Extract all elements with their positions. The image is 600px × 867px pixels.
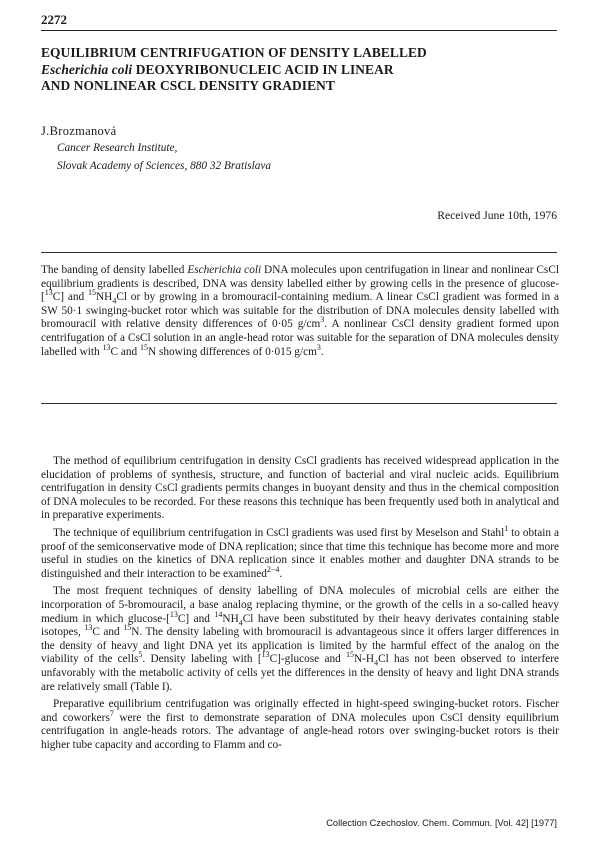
title-line-3: AND NONLINEAR CSCL DENSITY GRADIENT	[41, 78, 335, 93]
author-name: J.Brozmanová	[41, 124, 117, 138]
ref-mark: 5	[138, 650, 143, 660]
journal-footer: Collection Czechoslov. Chem. Commun. [Vol. 42] [1977]	[326, 818, 557, 828]
ref-mark: 2−4	[266, 564, 280, 574]
page-number: 2272	[41, 12, 67, 27]
paragraph-4: Preparative equilibrium centrifugation was originally effected in hight-speed swinging-bucket rotors. Fischer and coworkers$^7$ were the first to demonstrate separation of DNA molecules upon CsCl density equilibrium centrifugation in angle-heads rotors. The advantage of angle-head rotors over swinging-bucket rotors is their higher tube capacity and according to Flamm and co-	[41, 698, 560, 751]
article-title	[41, 45, 561, 95]
abstract-top-rule	[41, 252, 557, 253]
author-affiliation: Cancer Research Institute, Slovak Academy of Sciences, 880 32 Bratislava	[57, 142, 272, 172]
article-body	[41, 455, 559, 756]
paragraph-2: The technique of equilibrium centrifugation in CsCl gradients was used first by Meselson and Stahl$^1$ to obtain a proof of the semiconservative mode of DNA replication; since that time this technique has become more and more useful in studies on the kinetics of DNA replication since it enables mother and daughter DNA strands to be distinguished and their interaction to be examined$^{2-4}$.	[41, 524, 560, 580]
ref-mark: 7	[109, 708, 114, 718]
abstract: The banding of density labelled Escherichia coli DNA molecules upon centrifugation in linear and nonlinear CsCl equilibrium gradients is described, DNA was density labelled either by growing cells in the presence of glucose-[$^{13}$C] and $^{15}NH_4Cl$ or by growing in a bromouracil-containing medium. A linear CsCl gradient was formed in a SW 50·1 swinging-bucket rotor which was suitable for the distribution of DNA molecules density labelled with bromouracil with relative density differences of 0·05 $g/cm^3$. A nonlinear CsCl density gradient formed upon centrifugation of a CsCl solution in an angle-head rotor was suitable for the separation of DNA molecules density labelled with $^{13}$C and $^{15}$N showing differences of 0·015 $g/cm^3$.	[41, 264, 559, 358]
title-species: Escherichia coli	[41, 61, 133, 77]
title-line-2: Escherichia coli DEOXYRIBONUCLEIC ACID IN LINEAR	[41, 61, 394, 77]
ref-mark: 1	[504, 524, 509, 534]
header-rule	[41, 30, 557, 31]
abstract-bottom-rule	[41, 403, 557, 404]
paragraph-1: The method of equilibrium centrifugation in density CsCl gradients has received widespread application in the elucidation of problems of synthesis, structure, and function of bacterial and viral nucleic acids. Equilibrium centrifugation in density CsCl gradients permits changes in buoyant density and thus in the chemical composition of DNA molecules to be recorded. For these reasons this technique has been frequently used both in analytical and in preparative experiments.	[41, 455, 559, 522]
title-line-1: EQUILIBRIUM CENTRIFUGATION OF DENSITY LABELLED	[41, 45, 427, 60]
paragraph-3: The most frequent techniques of density labelling of DNA molecules of microbial cells are either the incorporation of 5-bromouracil, a base analog replacing thymine, or the growth of the cells in a so-called heavy medium in which glucose-[$^{13}$C] and $^{14}NH_4Cl$ have been substituted by their heavy derivates containing stable isotopes, $^{13}$C and $^{15}$N. The density labeling with bromouracil is advantageous since it offers larger differences in the density of heavy and light DNA yet its application is limited by the harmful effect of the analog on the viability of the cells$^5$. Density labeling with [$^{13}$C]-glucose and $^{15}N-H_4Cl$ has not been observed to interfere unfavorably with the metabolic activity of cells yet the differences in the density of heavy and light DNA strands are relatively small (Table I).	[41, 585, 559, 693]
received-date: Received June 10th, 1976	[437, 209, 557, 222]
